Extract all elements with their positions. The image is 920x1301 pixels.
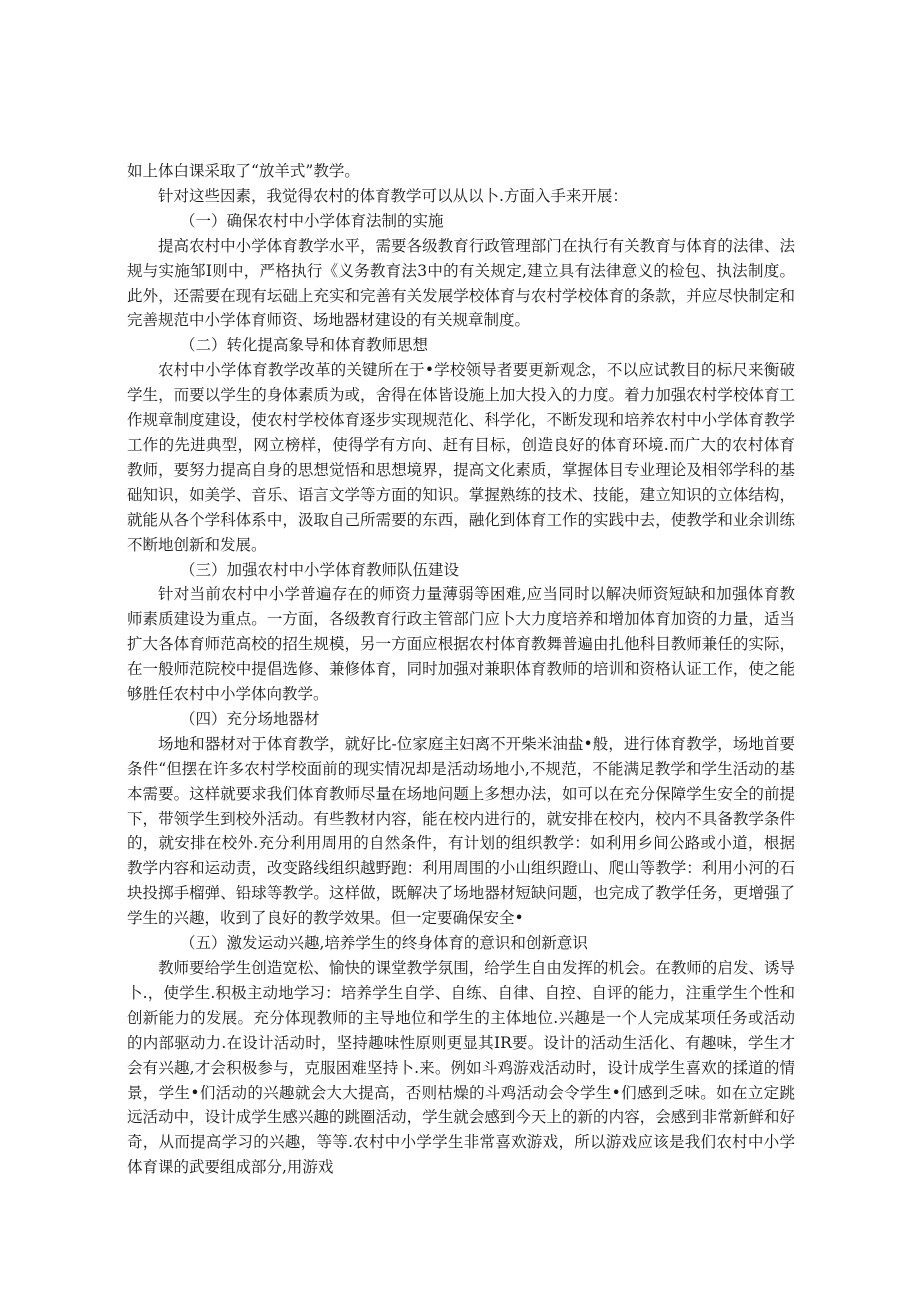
- paragraph-section-1: 提高农村中小学体育教学水平，需要各级教育行政管理部门在执行有关教育与体育的法律、法规与实施邹I则中，严格执行《义务教育法3中的有关规定,建立具有法律意义的检包、执法制度。此外，还需要在现有坛础上充实和完善有关发展学校体育与农村学校体育的条款，并应尽快制定和完善规范中小学体育师资、场地器材建设的有关规章制度。: [127, 236, 795, 330]
- paragraph-continuation: 如上体白课采取了“放羊式”教学。: [127, 162, 360, 180]
- section-heading-4: （四）充分场地器材: [180, 709, 320, 728]
- document-page: [127, 159, 795, 1180]
- paragraph-intro: 针对这些因素，我觉得农村的体育教学可以从以卜.方面入手来开展：: [158, 186, 628, 205]
- paragraph-section-5: 教师要给学生创造宽松、愉快的课堂教学氛围，给学生自由发挥的机会。在教师的启发、诱导卜.，使学生.积极主动地学习：培养学生自学、自练、自律、自控、自评的能力，注重学生个性和创新能力的发展。充分体现教师的主导地位和学生的主体地位.兴趣是一个人完成某项任务或活动的内部驱动力.在设计活动时，坚持趣味性原则更显其IR要。设计的活动生活化、有趣味，学生才会有兴趣,才会积极参与，克服困难坚持卜.来。例如斗鸡游戏活动时，设计成学生喜欢的揉道的情景，学生•们活动的兴趣就会大大提高，否则枯燥的斗鸡活动会令学生•们感到乏味。如在立定跳远活动中，设计成学生感兴趣的跳圈活动，学生就会感到今天上的新的内容，会感到非常新鲜和好奇，从而提高学习的兴趣，等等.农村中小学学生非常喜欢游戏，所以游戏应该是我们农村中小学体育课的武要组成部分,用游戏: [127, 959, 795, 1177]
- paragraph-section-3: 针对当前农村中小学普遍存在的师资力量薄弱等困难,应当同时以解决师资短缺和加强体育教师素质建设为重点。一方面，各级教育行政主管部门应卜大力度培养和增加体育加资的力量，适当扩大各体育师范高校的招生规模，另一方面应根据农村体育教舞普遍由扎他科目教师兼任的实际，在一般师范院校中提倡选修、兼修体育，同时加强对兼职体育教师的培训和资格认证工作，使之能够胜任农村中小学体向教学。: [127, 585, 795, 704]
- section-heading-5: （五）激发运动兴趣,培养学生的终身体育的意识和创新意识: [180, 934, 588, 953]
- section-heading-1: （一）确保农村中小学体育法制的实施: [180, 211, 444, 230]
- paragraph-section-4: 场地和器材对于体育教学，就好比-位家庭主妇离不开柴米油盐•般，进行体育教学，场地首要条件“但摆在许多农村学校面前的现实情况却是活动场地小,不规范，不能满足教学和学生活动的基本需要。这样就要求我们体育教师尽量在场地问题上多想办法，如可以在充分保障学生安全的前提下，带领学生到校外活动。有些教材内容，能在校内进行的，就安排在校内，校内不具备教学条件的，就安排在校外.充分利用周用的自然条件，有计划的组织教学：如利用乡间公路或小道，根据教学内容和运动责，改变路线组织越野跑：利用周围的小山组织蹬山、爬山等教学：利用小河的石块投掷手榴弹、铅球等教学。这样做，既解决了场地器材短缺问题，也完成了教学任务，更增强了学生的兴趣，收到了良好的教学效果。但一定要确保安全•: [127, 734, 795, 928]
- paragraph-section-2: 农村中小学体育教学改革的关键所在于•学校领导者要更新观念，不以应试教目的标尺来衡破学生，而要以学生的身体素质为或，舍得在体皆设施上加大投入的力度。着力加强农村学校体育工作规章制度建设，使农村学校体育逐步实现规范化、科学化，不断发现和培养农村中小学体育教学工作的先进典型，网立榜样，使得学有方向、赶有目标，创造良好的体育环境.而广大的农村体育教师，要努力提高自身的思想觉悟和思想境界，提高文化素质，掌握体目专业理论及相邻学科的基础知识，如美学、音乐、语言文学等方面的知识。掌握熟练的技术、技能，建立知识的立体结构，就能从各个学科体系中，汲取自己所需要的东西，融化到体育工作的实践中去，使教学和业余训练不断地创新和发展。: [127, 361, 795, 554]
- section-heading-3: （三）加强农村中小学体育教师队伍建设: [180, 560, 460, 579]
- section-heading-2: （二）转化提高象导和体育教师思想: [180, 336, 429, 355]
